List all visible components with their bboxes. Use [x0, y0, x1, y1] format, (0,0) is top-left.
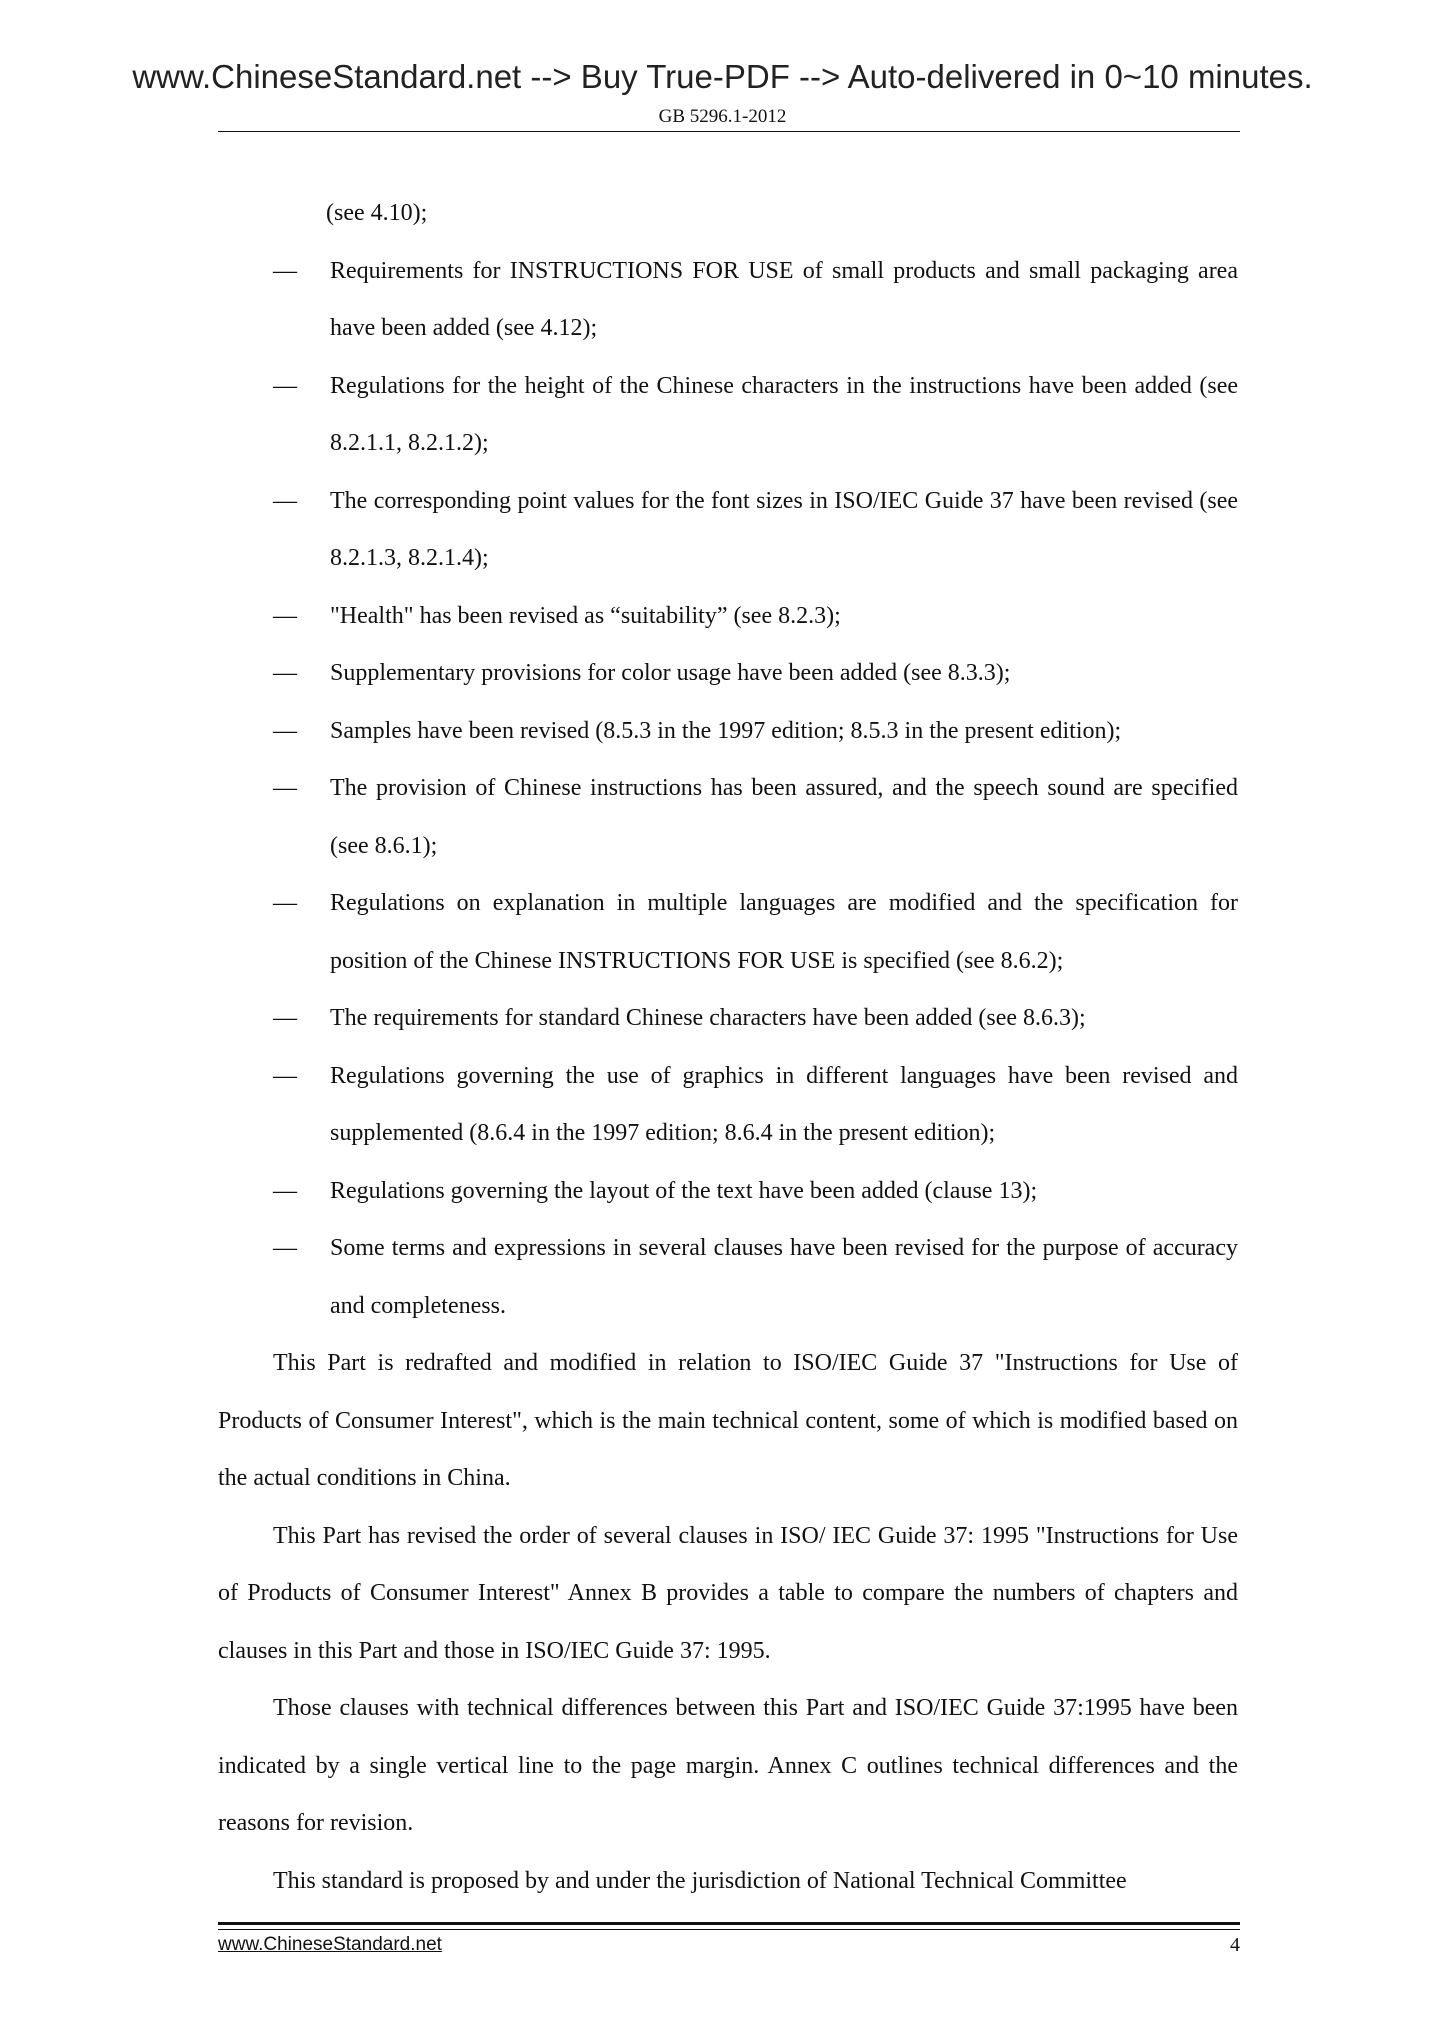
dash-bullet: —: [273, 1177, 297, 1204]
dash-bullet: —: [273, 717, 297, 744]
dash-bullet: —: [273, 1062, 297, 1089]
document-code: GB 5296.1-2012: [658, 106, 787, 127]
continuation-line: (see 4.10);: [326, 200, 428, 226]
dash-bullet: —: [273, 372, 297, 399]
list-item-text: Some terms and expressions in several clauses have been revised for the purpose of accuracy and completeness.: [330, 1235, 1238, 1319]
dash-bullet: —: [273, 660, 297, 686]
list-item: [218, 875, 1238, 990]
list-item-text: Requirements for INSTRUCTIONS FOR USE of small products and small packaging area have been added (see 4.12);: [330, 257, 1238, 341]
list-item-text: Regulations governing the layout of the text have been added (clause 13);: [330, 1177, 1038, 1204]
page-number: 4: [1230, 1934, 1240, 1956]
list-item-text: Regulations governing the use of graphics in different languages have been revised and supplemented (8.6.4 in the 1997 edition; 8.6.4 in the present edition);: [330, 1062, 1238, 1146]
list-item: [218, 1048, 1238, 1163]
list-item: [218, 645, 1238, 703]
list-item: [218, 703, 1238, 761]
list-item: [218, 588, 1238, 646]
dash-bullet: —: [273, 1235, 297, 1261]
paragraph: This standard is proposed by and under the jurisdiction of National Technical Committee: [273, 1867, 1127, 1894]
list-item: [218, 1220, 1238, 1335]
dash-bullet: —: [273, 487, 297, 514]
list-item: [218, 358, 1238, 473]
dash-bullet: —: [273, 1005, 297, 1031]
list-item-text: The provision of Chinese instructions has been assured, and the speech sound are specified (see 8.6.1);: [330, 775, 1238, 859]
footer-website-link[interactable]: www.ChineseStandard.net: [218, 1934, 442, 1955]
header-divider: [218, 131, 1240, 132]
list-item-text: Samples have been revised (8.5.3 in the 1997 edition; 8.5.3 in the present edition);: [330, 717, 1122, 744]
list-item-text: Regulations for the height of the Chinese characters in the instructions have been added (see 8.2.1.1, 8.2.1.2);: [330, 372, 1238, 456]
list-item: [218, 760, 1238, 875]
list-item-text: The corresponding point values for the font sizes in ISO/IEC Guide 37 have been revised (see 8.2.1.3, 8.2.1.4);: [330, 487, 1238, 571]
list-item: [218, 473, 1238, 588]
paragraph: This Part has revised the order of several clauses in ISO/ IEC Guide 37: 1995 "Instructions for Use of Products of Consumer Interest" Annex B provides a table to compare the numbers of chapters and clauses in this Part and those in ISO/IEC Guide 37: 1995.: [218, 1522, 1238, 1664]
list-item: [218, 990, 1238, 1048]
list-item: [218, 1163, 1238, 1221]
footer-divider: [218, 1922, 1240, 1930]
list-item-text: Supplementary provisions for color usage have been added (see 8.3.3);: [330, 660, 1011, 686]
dash-bullet: —: [273, 602, 297, 629]
paragraph: Those clauses with technical differences between this Part and ISO/IEC Guide 37:1995 have been indicated by a single vertical line to the page margin. Annex C outlines technical differences and the reasons for revision.: [218, 1695, 1238, 1836]
list-item-text: The requirements for standard Chinese characters have been added (see 8.6.3);: [330, 1005, 1086, 1031]
list-item-text: Regulations on explanation in multiple languages are modified and the specification for position of the Chinese INSTRUCTIONS FOR USE is specified (see 8.6.2);: [330, 890, 1238, 974]
list-item: [218, 243, 1238, 358]
list-item-text: "Health" has been revised as “suitability” (see 8.2.3);: [330, 602, 841, 629]
dash-bullet: —: [273, 890, 297, 916]
top-banner: www.ChineseStandard.net --> Buy True-PDF --> Auto-delivered in 0~10 minutes.: [132, 58, 1313, 95]
dash-bullet: —: [273, 775, 297, 801]
dash-bullet: —: [273, 257, 297, 284]
paragraph: This Part is redrafted and modified in relation to ISO/IEC Guide 37 "Instructions for Use of Products of Consumer Interest", which is the main technical content, some of which is modified based on the actual conditions in China.: [218, 1350, 1238, 1491]
main-content: [218, 185, 1238, 1910]
